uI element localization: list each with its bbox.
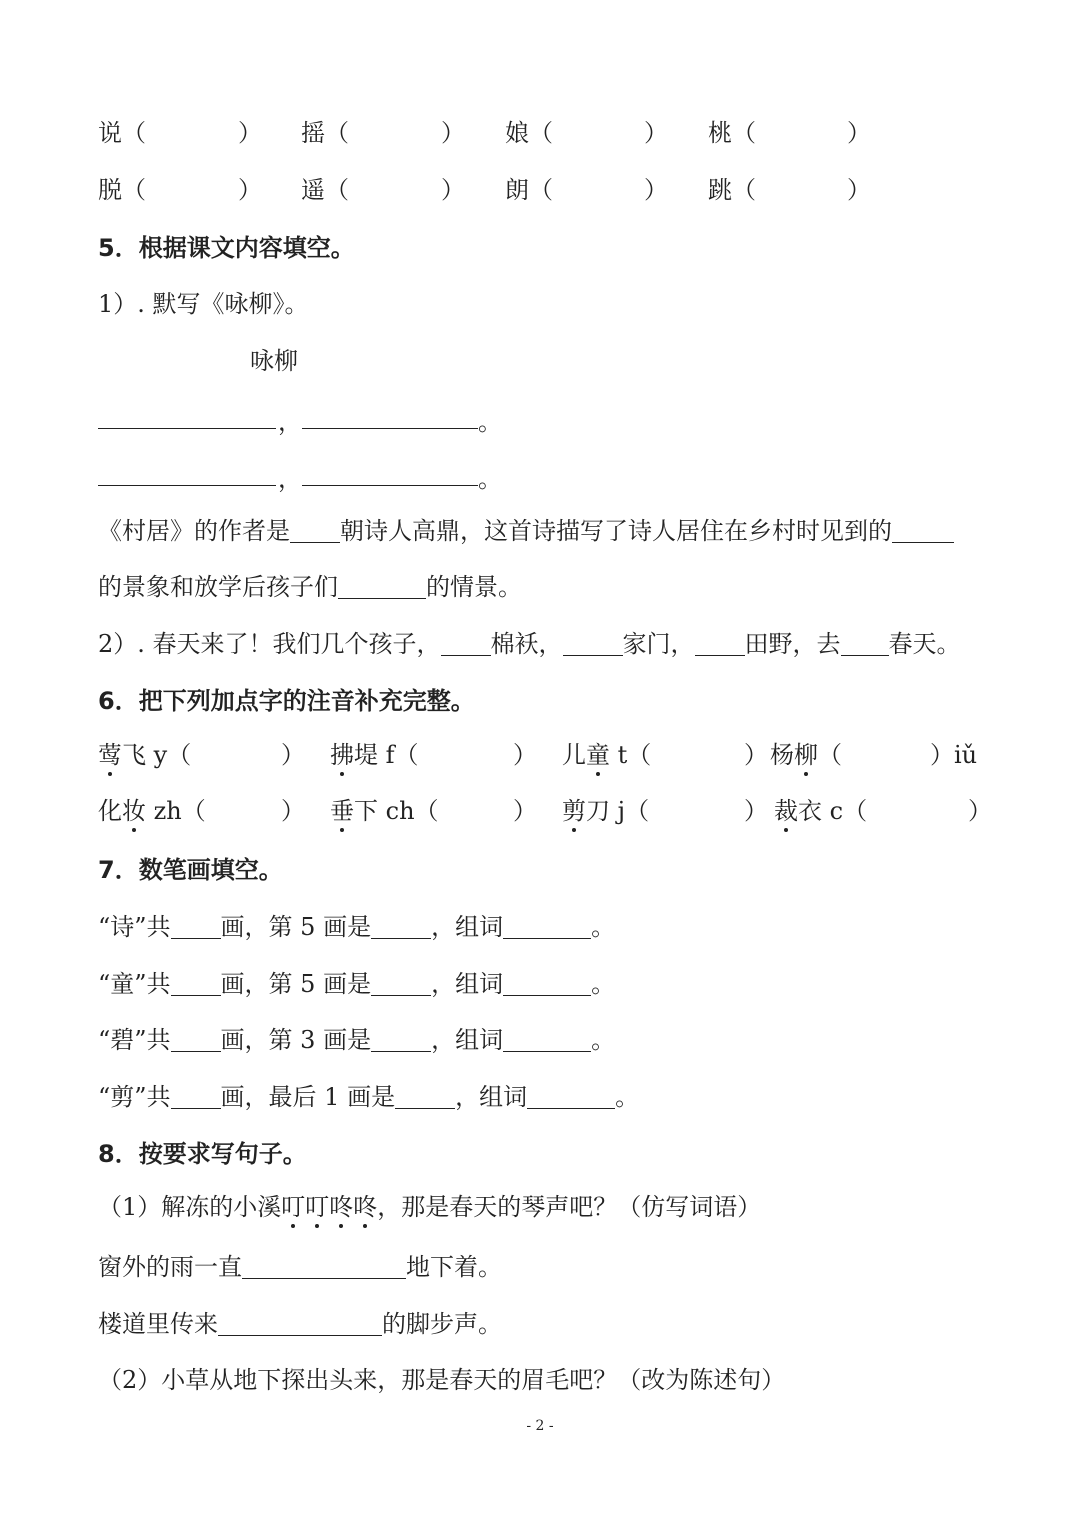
q4-item: 娘（ — [505, 119, 553, 147]
stroke-blank[interactable] — [395, 1084, 455, 1109]
q4-bracket: ） — [847, 176, 871, 204]
stroke-blank[interactable] — [371, 914, 431, 939]
poem-blank[interactable] — [98, 485, 276, 486]
q4-item: 脱（ — [98, 176, 146, 204]
dotted-char: 柳 — [794, 738, 818, 772]
q6-row-1 — [98, 738, 988, 772]
cunju-line-1 — [98, 514, 954, 548]
dotted-char: 叮 — [305, 1190, 329, 1224]
write-blank[interactable] — [242, 1254, 406, 1279]
stroke-row: “童”共 画，第 5 画是 ，组词 。 — [98, 970, 616, 998]
pinyin-close: ） — [744, 741, 768, 769]
q4-bracket: ） — [441, 119, 465, 147]
poem-comma: ， — [278, 408, 302, 436]
part2-text: 春天。 — [888, 630, 961, 658]
q8-heading: 8．按要求写句子。 — [98, 1140, 307, 1168]
pinyin-close: ） — [744, 797, 768, 825]
q4-item: 遥（ — [301, 176, 349, 204]
cunju-blank[interactable] — [338, 574, 426, 599]
stroke-count-blank[interactable] — [171, 971, 221, 996]
part2-blank[interactable] — [441, 631, 491, 656]
pinyin-close: ） — [513, 741, 537, 769]
q4-row-1 — [98, 116, 871, 150]
q4-row-2 — [98, 173, 871, 207]
q8-line-1: 窗外的雨一直 地下着。 — [98, 1253, 502, 1281]
part2-text: 田野，去 — [744, 630, 841, 658]
word-blank[interactable] — [503, 1027, 591, 1052]
poem-blank[interactable] — [302, 428, 478, 429]
pinyin-close: ） — [281, 797, 305, 825]
cunju-text: 朝诗人高鼎，这首诗描写了诗人居住在乡村时见到的 — [340, 517, 892, 545]
poem-period: 。 — [478, 408, 502, 436]
stroke-blank[interactable] — [371, 1027, 431, 1052]
q8-line-2: 楼道里传来 的脚步声。 — [98, 1310, 502, 1338]
pinyin-item: 剪刀 j（ — [562, 794, 649, 828]
pinyin-item: 化妆 zh（ — [98, 794, 206, 828]
pinyin-item: 莺飞 y（ — [98, 738, 191, 772]
word-blank[interactable] — [503, 971, 591, 996]
pinyin-close: ） — [513, 797, 537, 825]
cunju-blank[interactable] — [892, 518, 954, 543]
dotted-char: 叮 — [281, 1190, 305, 1224]
q5-part1-label: 1）. 默写《咏柳》。 — [98, 290, 309, 318]
stroke-row: “诗”共 画，第 5 画是 ，组词 。 — [98, 913, 616, 941]
poem-blank[interactable] — [98, 428, 276, 429]
poem-period: 。 — [478, 465, 502, 493]
q4-bracket: ） — [238, 176, 262, 204]
stroke-count-blank[interactable] — [171, 914, 221, 939]
dotted-char: 妆 — [122, 794, 146, 828]
cunju-text: 的情景。 — [426, 573, 522, 601]
stroke-count-blank[interactable] — [171, 1027, 221, 1052]
pinyin-item: 杨柳（ — [770, 738, 842, 772]
q4-bracket: ） — [441, 176, 465, 204]
dotted-char: 裁 — [774, 794, 798, 828]
cunju-blank[interactable] — [290, 518, 340, 543]
q6-row-2 — [98, 794, 992, 828]
part2-text: 家门， — [622, 630, 695, 658]
q8-sentence-2: （2）小草从地下探出头来，那是春天的眉毛吧？（改为陈述句） — [98, 1366, 786, 1394]
dotted-char: 垂 — [330, 794, 354, 828]
word-blank[interactable] — [503, 914, 591, 939]
pinyin-item: 垂下 ch（ — [330, 794, 439, 828]
part2-blank[interactable] — [563, 631, 623, 656]
dotted-char: 剪 — [562, 794, 586, 828]
cunju-line-2 — [98, 570, 522, 604]
part2-text: 棉袄， — [490, 630, 563, 658]
q7-heading: 7．数笔画填空。 — [98, 856, 283, 884]
cunju-text: 的景象和放学后孩子们 — [98, 573, 338, 601]
stroke-blank[interactable] — [371, 971, 431, 996]
cunju-text: 《村居》的作者是 — [98, 517, 290, 545]
pinyin-close: ） — [968, 797, 992, 825]
q4-item: 跳（ — [708, 176, 756, 204]
q5-heading: 5．根据课文内容填空。 — [98, 234, 355, 262]
dotted-char: 莺 — [98, 738, 122, 772]
dotted-char: 咚 — [329, 1190, 353, 1224]
poem-blank[interactable] — [302, 485, 478, 486]
q4-bracket: ） — [644, 119, 668, 147]
pinyin-item: 儿童 t（ — [562, 738, 651, 772]
write-blank[interactable] — [218, 1311, 382, 1336]
pinyin-close: ）iǔ — [930, 741, 978, 769]
poem-title: 咏柳 — [250, 347, 298, 375]
part2-blank[interactable] — [841, 631, 889, 656]
q4-item: 朗（ — [505, 176, 553, 204]
q4-item: 桃（ — [708, 119, 756, 147]
q4-bracket: ） — [847, 119, 871, 147]
stroke-row: “剪”共 画，最后 1 画是 ，组词 。 — [98, 1083, 640, 1111]
part2-text: 2）. 春天来了！我们几个孩子， — [98, 630, 441, 658]
dotted-char: 拂 — [330, 738, 354, 772]
word-blank[interactable] — [527, 1084, 615, 1109]
q6-heading: 6．把下列加点字的注音补充完整。 — [98, 687, 475, 715]
q5-part2 — [98, 627, 961, 661]
q4-item: 摇（ — [301, 119, 349, 147]
part2-blank[interactable] — [695, 631, 745, 656]
page-number: - 2 - — [526, 1418, 554, 1434]
q4-bracket: ） — [238, 119, 262, 147]
stroke-count-blank[interactable] — [171, 1084, 221, 1109]
q4-bracket: ） — [644, 176, 668, 204]
dotted-char: 咚 — [353, 1190, 377, 1224]
poem-comma: ， — [278, 465, 302, 493]
pinyin-item: 拂堤 f（ — [330, 738, 419, 772]
q4-item: 说（ — [98, 119, 146, 147]
pinyin-item: 裁衣 c（ — [774, 794, 867, 828]
dotted-char: 童 — [586, 738, 610, 772]
stroke-row: “碧”共 画，第 3 画是 ，组词 。 — [98, 1026, 616, 1054]
pinyin-close: ） — [281, 741, 305, 769]
q8-sentence-1: （1）解冻的小溪叮叮咚咚，那是春天的琴声吧？（仿写词语） — [98, 1190, 761, 1224]
